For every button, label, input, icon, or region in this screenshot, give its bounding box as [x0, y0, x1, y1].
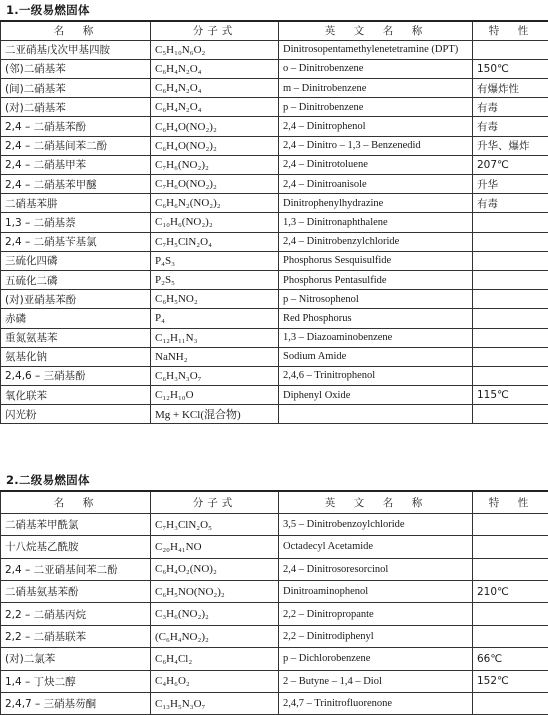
header-property: 特 性 — [473, 491, 548, 513]
cell-property — [473, 536, 548, 558]
cell-property: 150℃ — [473, 59, 548, 78]
cell-formula: C₆H₄O(NO₂)₂ — [151, 117, 279, 136]
table-row — [1, 175, 548, 194]
cell-formula: C₇H₆(NO₂)₂ — [151, 155, 279, 174]
cell-english-name: Dinitrosopentamethylenetetramine (DPT) — [279, 40, 473, 59]
table-row — [1, 670, 548, 692]
cell-formula: C₃H₆(NO₂)₂ — [151, 603, 279, 625]
cell-formula: C₆H₄O₂(NO)₂ — [151, 558, 279, 580]
cell-name: 赤磷 — [1, 309, 151, 328]
cell-name: 2,4 – 二硝基苯甲醚 — [1, 175, 151, 194]
table-row — [1, 648, 548, 670]
table-row — [1, 405, 548, 424]
table-row — [1, 347, 548, 366]
cell-english-name: Phosphorus Sesquisulfide — [279, 251, 473, 270]
cell-name: 2,2 – 二硝基丙烷 — [1, 603, 151, 625]
cell-formula: P₄S₃ — [151, 251, 279, 270]
cell-formula: C₅H₁₀N₆O₂ — [151, 40, 279, 59]
table-row — [1, 309, 548, 328]
cell-property — [473, 366, 548, 385]
cell-name: 2,4 – 二亚硝基间苯二酚 — [1, 558, 151, 580]
cell-property: 有毒 — [473, 117, 548, 136]
table-row — [1, 558, 548, 580]
cell-name: 2,4,7 – 三硝基芴酮 — [1, 693, 151, 715]
table-row — [1, 194, 548, 213]
cell-formula: NaNH₂ — [151, 347, 279, 366]
cell-english-name: p – Dichlorobenzene — [279, 648, 473, 670]
cell-formula: C₆H₅NO₂ — [151, 290, 279, 309]
cell-name: (对)亚硝基苯酚 — [1, 290, 151, 309]
cell-english-name: Sodium Amide — [279, 347, 473, 366]
cell-name: 氨基化钠 — [1, 347, 151, 366]
cell-name: 五硫化二磷 — [1, 270, 151, 289]
cell-property: 210℃ — [473, 581, 548, 603]
table-row — [1, 40, 548, 59]
section-grade2 — [0, 470, 548, 715]
cell-name: (邻)二硝基苯 — [1, 59, 151, 78]
cell-formula: Mg + KCl(混合物) — [151, 405, 279, 424]
header-name: 名 称 — [1, 21, 151, 40]
cell-name: 2,4 – 二硝基间苯二酚 — [1, 136, 151, 155]
cell-formula: C₄H₆O₂ — [151, 670, 279, 692]
cell-english-name: 2,4 – Dinitrosoresorcinol — [279, 558, 473, 580]
cell-name: 2,2 – 二硝基联苯 — [1, 625, 151, 647]
cell-formula: C₆H₄N₂O₄ — [151, 59, 279, 78]
cell-english-name: Red Phosphorus — [279, 309, 473, 328]
cell-property — [473, 405, 548, 424]
cell-english-name: Dinitroaminophenol — [279, 581, 473, 603]
cell-english-name: 1,3 – Diazoaminobenzene — [279, 328, 473, 347]
grade1-table — [0, 20, 548, 424]
cell-property: 有毒 — [473, 98, 548, 117]
table-row — [1, 366, 548, 385]
section-title: 2.二级易燃固体 — [0, 470, 548, 490]
header-name: 名 称 — [1, 491, 151, 513]
cell-property: 有毒 — [473, 194, 548, 213]
cell-formula: C₆H₄O(NO₂)₂ — [151, 136, 279, 155]
cell-name: (间)二硝基苯 — [1, 79, 151, 98]
cell-formula: C₆H₄Cl₂ — [151, 648, 279, 670]
cell-name: 2,4 – 二硝基苄基氯 — [1, 232, 151, 251]
table-row — [1, 270, 548, 289]
cell-name: 2,4,6 – 三硝基酚 — [1, 366, 151, 385]
cell-property — [473, 232, 548, 251]
cell-formula: C₇H₃ClN₂O₅ — [151, 513, 279, 535]
cell-formula: C₇H₅ClN₂O₄ — [151, 232, 279, 251]
cell-formula: C₆H₆N₂(NO₂)₂ — [151, 194, 279, 213]
cell-property — [473, 625, 548, 647]
cell-property: 152℃ — [473, 670, 548, 692]
cell-formula: C₇H₆O(NO₂)₂ — [151, 175, 279, 194]
cell-formula: C₆H₃N₃O₇ — [151, 366, 279, 385]
cell-property: 升华、爆炸 — [473, 136, 548, 155]
cell-formula: C₁₂H₁₀O — [151, 386, 279, 405]
table-row — [1, 79, 548, 98]
cell-english-name: Dinitrophenylhydrazine — [279, 194, 473, 213]
header-english-name: 英 文 名 称 — [279, 21, 473, 40]
cell-english-name — [279, 405, 473, 424]
cell-name: (对)二氯苯 — [1, 648, 151, 670]
cell-formula: C₁₂H₁₁N₃ — [151, 328, 279, 347]
cell-english-name: 2,4 – Dinitrotoluene — [279, 155, 473, 174]
table-row — [1, 386, 548, 405]
table-row — [1, 136, 548, 155]
table-row — [1, 232, 548, 251]
cell-english-name: Phosphorus Pentasulfide — [279, 270, 473, 289]
cell-name: 重氮氨基苯 — [1, 328, 151, 347]
cell-property: 升华 — [473, 175, 548, 194]
table-row — [1, 98, 548, 117]
cell-property — [473, 213, 548, 232]
cell-english-name: 3,5 – Dinitrobenzoylchloride — [279, 513, 473, 535]
cell-english-name: 2,2 – Dinitropropante — [279, 603, 473, 625]
table-row — [1, 251, 548, 270]
cell-property — [473, 513, 548, 535]
cell-property: 有爆炸性 — [473, 79, 548, 98]
cell-property — [473, 290, 548, 309]
header-english-name: 英 文 名 称 — [279, 491, 473, 513]
cell-property: 115℃ — [473, 386, 548, 405]
cell-property — [473, 693, 548, 715]
cell-property — [473, 328, 548, 347]
cell-name: 闪光粉 — [1, 405, 151, 424]
cell-formula: C₁₃H₅N₃O₇ — [151, 693, 279, 715]
cell-name: 氧化联苯 — [1, 386, 151, 405]
cell-formula: P₄ — [151, 309, 279, 328]
cell-name: 2,4 – 二硝基甲苯 — [1, 155, 151, 174]
cell-english-name: m – Dinitrobenzene — [279, 79, 473, 98]
table-row — [1, 581, 548, 603]
cell-name: 二硝基苯肼 — [1, 194, 151, 213]
cell-english-name: p – Nitrosophenol — [279, 290, 473, 309]
cell-english-name: 2 – Butyne – 1,4 – Diol — [279, 670, 473, 692]
table-header-row — [1, 491, 548, 513]
cell-formula: C₁₀H₆(NO₂)₂ — [151, 213, 279, 232]
cell-formula: P₂S₅ — [151, 270, 279, 289]
cell-name: 二硝基氨基苯酚 — [1, 581, 151, 603]
cell-name: 1,3 – 二硝基萘 — [1, 213, 151, 232]
cell-property — [473, 603, 548, 625]
cell-property — [473, 347, 548, 366]
cell-name: 二亚硝基戊次甲基四胺 — [1, 40, 151, 59]
cell-english-name: 2,4,7 – Trinitrofluorenone — [279, 693, 473, 715]
cell-property — [473, 40, 548, 59]
table-row — [1, 693, 548, 715]
cell-english-name: 2,4 – Dinitrobenzylchloride — [279, 232, 473, 251]
header-formula: 分子式 — [151, 21, 279, 40]
table-row — [1, 155, 548, 174]
section-title: 1.一级易燃固体 — [0, 0, 548, 20]
table-row — [1, 290, 548, 309]
cell-property — [473, 309, 548, 328]
table-row — [1, 59, 548, 78]
cell-name: 1,4 – 丁炔二醇 — [1, 670, 151, 692]
cell-property — [473, 251, 548, 270]
cell-name: 二硝基苯甲酰氯 — [1, 513, 151, 535]
cell-english-name: 1,3 – Dinitronaphthalene — [279, 213, 473, 232]
cell-english-name: Diphenyl Oxide — [279, 386, 473, 405]
cell-name: 三硫化四磷 — [1, 251, 151, 270]
cell-property — [473, 558, 548, 580]
cell-english-name: o – Dinitrobenzene — [279, 59, 473, 78]
cell-english-name: p – Dinitrobenzene — [279, 98, 473, 117]
cell-property: 66℃ — [473, 648, 548, 670]
table-row — [1, 213, 548, 232]
cell-formula: C₆H₅NO(NO₂)₂ — [151, 581, 279, 603]
header-property: 特 性 — [473, 21, 548, 40]
cell-english-name: 2,4 – Dinitro – 1,3 – Benzenedid — [279, 136, 473, 155]
cell-english-name: 2,4 – Dinitroanisole — [279, 175, 473, 194]
table-row — [1, 117, 548, 136]
cell-name: (对)二硝基苯 — [1, 98, 151, 117]
cell-formula: C₂₀H₄₁NO — [151, 536, 279, 558]
cell-english-name: 2,4 – Dinitrophenol — [279, 117, 473, 136]
header-formula: 分子式 — [151, 491, 279, 513]
cell-property — [473, 270, 548, 289]
cell-english-name: Octadecyl Acetamide — [279, 536, 473, 558]
cell-formula: C₆H₄N₂O₄ — [151, 79, 279, 98]
table-row — [1, 536, 548, 558]
table-row — [1, 625, 548, 647]
cell-name: 十八烷基乙酰胺 — [1, 536, 151, 558]
table-row — [1, 328, 548, 347]
cell-english-name: 2,4,6 – Trinitrophenol — [279, 366, 473, 385]
table-row — [1, 513, 548, 535]
grade2-table — [0, 490, 548, 715]
table-row — [1, 603, 548, 625]
cell-name: 2,4 – 二硝基苯酚 — [1, 117, 151, 136]
cell-formula: C₆H₄N₂O₄ — [151, 98, 279, 117]
cell-formula: (C₆H₄NO₂)₂ — [151, 625, 279, 647]
cell-property: 207℃ — [473, 155, 548, 174]
table-header-row — [1, 21, 548, 40]
cell-english-name: 2,2 – Dinitrodiphenyl — [279, 625, 473, 647]
